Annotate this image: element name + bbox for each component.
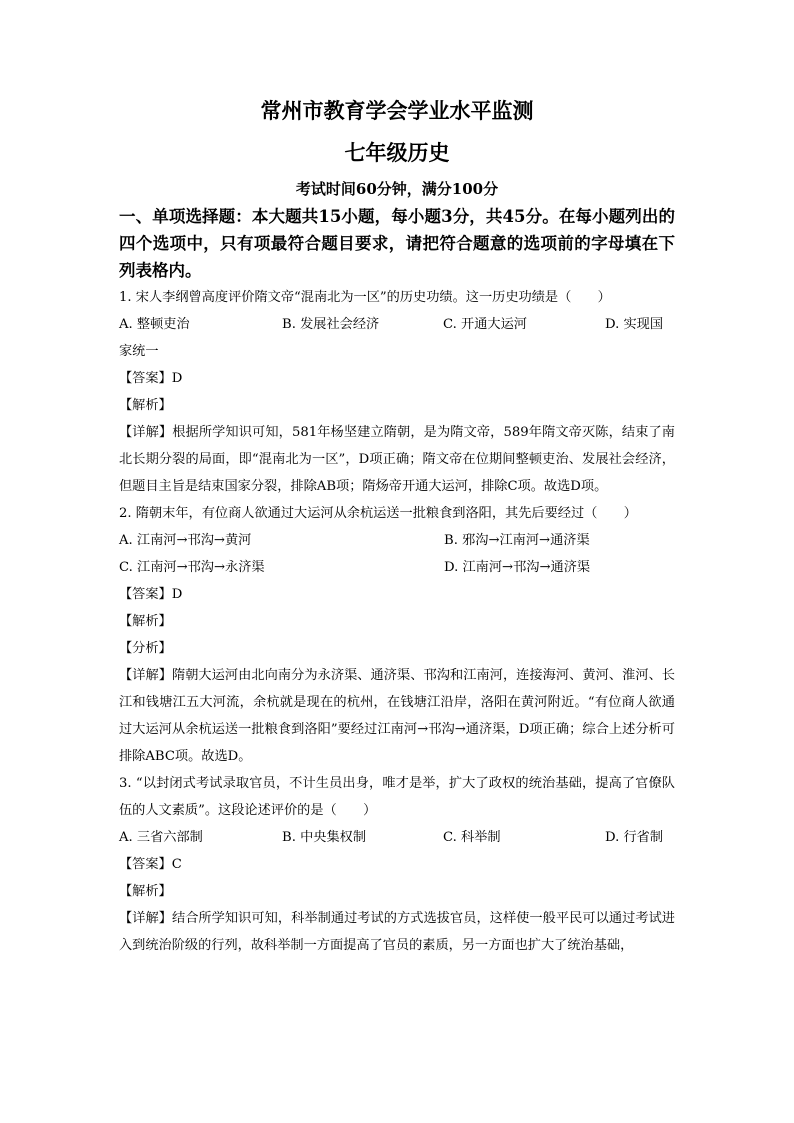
option-a: A. 江南河→邗沟→黄河 (119, 533, 252, 548)
option-b: B. 中央集权制 (282, 830, 367, 845)
detail-explanation: 【详解】隋朝大运河由北向南分为永济渠、通济渠、邗沟和江南河，连接海河、黄河、淮河、长江和钱塘江五大河流，余杭就是现在的杭州，在钱塘江沿岸，洛阳在黄河附近。“有位商人欲通过大运河从余杭运送一批粮食到洛阳”要经过江南河→邗沟→通济渠，D项正确；综合上述分析可排除ABC项。故选D。 (119, 668, 675, 764)
option-row (119, 554, 675, 581)
answer: 【答案】C (119, 857, 182, 872)
question-1 (119, 284, 675, 500)
option-d: D. 行省制 (605, 830, 664, 845)
detail-explanation: 【详解】结合所学知识可知，科举制通过考试的方式选拔官员，这样使一般平民可以通过考试进入到统治阶级的行列，故科举制一方面提高了官员的素质，另一方面也扩大了统治基础， (119, 911, 675, 953)
section-heading: 一、单项选择题：本大题共15小题，每小题3分，共45分。在每小题列出的四个选项中，只有项最符合题目要求，请把符合题意的选项前的字母填在下列表格内。 (119, 207, 675, 280)
analysis-label: 【解析】 (119, 884, 172, 899)
analysis-label: 【解析】 (119, 614, 172, 629)
page-title: 常州市教育学会学业水平监测 (260, 98, 534, 123)
option-c: C. 开通大运河 (443, 317, 527, 332)
option-a: A. 三省六部制 (119, 830, 203, 845)
question-stem: 3. “以封闭式考试录取官员，不计生员出身，唯才是举，扩大了政权的统治基础，提高了官僚队伍的人文素质”。这段论述评价的是（ ） (119, 776, 675, 818)
option-c: C. 科举制 (443, 830, 501, 845)
exam-info: 考试时间60分钟，满分100分 (295, 180, 499, 198)
option-b: B. 邪沟→江南河→通济渠 (444, 533, 590, 548)
answer: 【答案】D (119, 371, 183, 386)
subject-title: 七年级历史 (344, 140, 450, 165)
question-stem: 2. 隋朝末年，有位商人欲通过大运河从余杭运送一批粮食到洛阳，其先后要经过（ ） (119, 506, 637, 521)
analysis-label: 【解析】 (119, 398, 172, 413)
option-b: B. 发展社会经济 (282, 317, 380, 332)
option-row (119, 311, 675, 338)
question-2 (119, 500, 675, 770)
answer: 【答案】D (119, 587, 183, 602)
question-3 (119, 770, 675, 959)
fenxi-label: 【分析】 (119, 641, 172, 656)
option-row (119, 527, 675, 554)
detail-explanation: 【详解】根据所学知识可知，581年杨坚建立隋朝，是为隋文帝，589年隋文帝灭陈，结束了南北长期分裂的局面，即“混南北为一区”，D项正确；隋文帝在位期间整顿吏治、发展社会经济，但题目主旨是结束国家分裂，排除AB项；隋炀帝开通大运河，排除C项。故选D项。 (119, 425, 675, 494)
option-d-continued: 家统一 (119, 344, 159, 359)
option-a: A. 整顿吏治 (119, 317, 190, 332)
option-c: C. 江南河→邗沟→永济渠 (119, 560, 265, 575)
option-row (119, 824, 675, 851)
option-d: D. 实现国 (605, 317, 664, 332)
option-d: D. 江南河→邗沟→通济渠 (444, 560, 591, 575)
document-page (119, 96, 675, 959)
question-stem: 1. 宋人李纲曾高度评价隋文帝“混南北为一区”的历史功绩。这一历史功绩是（ ） (119, 290, 611, 305)
